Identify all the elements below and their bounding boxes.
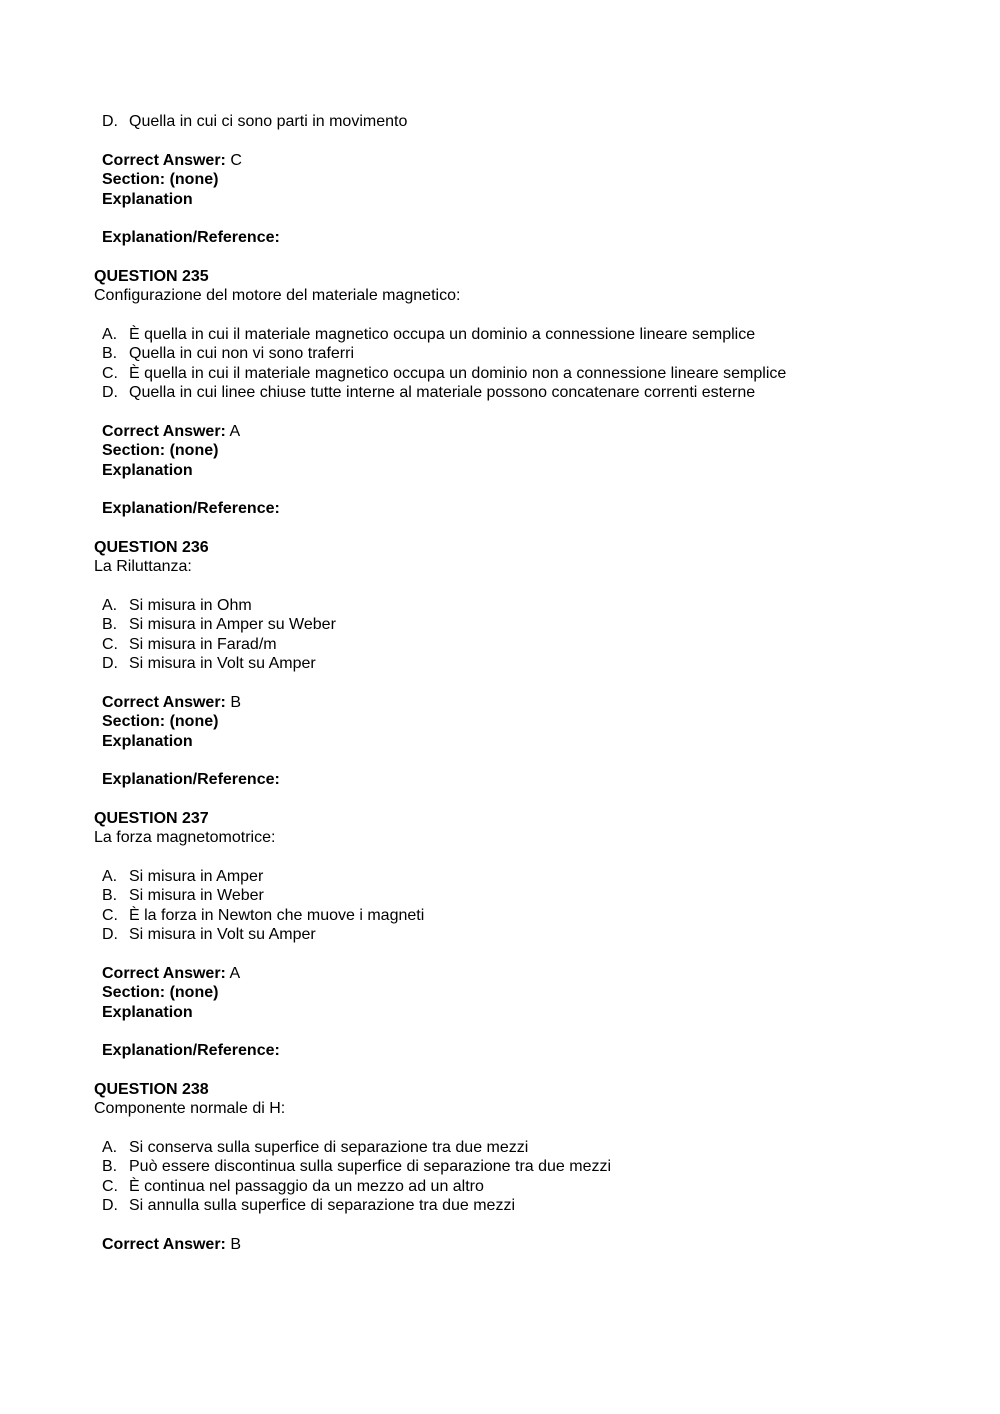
option-text: Si misura in Amper su Weber [129, 616, 336, 633]
option-text: Si misura in Ohm [129, 596, 252, 614]
answer-option [94, 886, 954, 906]
correct-answer-value: B [230, 693, 242, 711]
option-text: È quella in cui il materiale magnetico occupa un dominio non a connessione lineare semplice [129, 364, 787, 382]
answer-option [94, 344, 954, 364]
option-text: Si conserva sulla superfice di separazione tra due mezzi [129, 1138, 529, 1156]
answer-option [94, 112, 954, 132]
section-line: Section: (none) [102, 713, 219, 730]
answer-option [94, 925, 954, 945]
correct-answer-label: Correct Answer: [102, 422, 226, 440]
correct-answer [94, 422, 954, 442]
question-title: QUESTION 235 [94, 267, 209, 285]
option-text: Si misura in Weber [129, 887, 264, 904]
section-line: Section: (none) [102, 171, 219, 188]
question-title: QUESTION 237 [94, 809, 209, 827]
option-letter: B. [102, 616, 118, 633]
option-text: È quella in cui il materiale magnetico occupa un dominio a connessione lineare semplice [129, 325, 756, 343]
option-letter: B. [102, 1158, 118, 1175]
question-text: Componente normale di H: [94, 1100, 286, 1117]
answer-option [94, 325, 954, 345]
explanation-reference: Explanation/Reference: [102, 229, 280, 246]
option-letter: D. [102, 926, 118, 943]
answer-option [94, 635, 954, 655]
option-letter: B. [102, 887, 118, 904]
option-letter: C. [102, 1177, 118, 1195]
answer-option [94, 1177, 954, 1197]
correct-answer-label: Correct Answer: [102, 151, 226, 169]
explanation-heading: Explanation [102, 461, 193, 479]
option-text: È continua nel passaggio da un mezzo ad un altro [129, 1177, 484, 1195]
option-letter: C. [102, 906, 118, 924]
option-text: Si misura in Volt su Amper [129, 655, 316, 672]
option-text: Si misura in Amper [129, 867, 264, 885]
correct-answer-value: C [230, 151, 242, 169]
option-text: Quella in cui non vi sono traferri [129, 345, 354, 362]
answer-option [94, 867, 954, 887]
question-title: QUESTION 238 [94, 1080, 209, 1098]
section-line: Section: (none) [102, 984, 219, 1001]
section-line: Section: (none) [102, 442, 219, 459]
option-text: Si misura in Farad/m [129, 635, 277, 653]
question-block [94, 809, 954, 1080]
option-text: Si annulla sulla superfice di separazione tra due mezzi [129, 1197, 515, 1214]
explanation-reference: Explanation/Reference: [102, 500, 280, 517]
option-letter: D. [102, 1197, 118, 1214]
explanation-reference: Explanation/Reference: [102, 1042, 280, 1059]
answer-option [94, 383, 954, 403]
answer-option [94, 654, 954, 674]
answer-option [94, 364, 954, 384]
option-letter: D. [102, 113, 118, 130]
answer-option [94, 596, 954, 616]
document-page [94, 112, 954, 1254]
option-text: Quella in cui ci sono parti in movimento [129, 113, 408, 130]
answer-option [94, 615, 954, 635]
explanation-heading: Explanation [102, 1003, 193, 1021]
correct-answer-label: Correct Answer: [102, 1235, 226, 1253]
question-block [94, 538, 954, 809]
correct-answer [94, 151, 954, 171]
option-letter: D. [102, 384, 118, 401]
option-letter: C. [102, 364, 118, 382]
option-text: È la forza in Newton che muove i magneti [129, 906, 425, 924]
question-block [94, 267, 954, 538]
correct-answer [94, 964, 954, 984]
correct-answer-label: Correct Answer: [102, 693, 226, 711]
correct-answer-value: A [229, 964, 241, 982]
option-letter: A. [102, 596, 118, 614]
answer-option [94, 1196, 954, 1216]
question-text: La forza magnetomotrice: [94, 829, 276, 846]
option-text: Quella in cui linee chiuse tutte interne al materiale possono concatenare correnti esterne [129, 384, 756, 401]
answer-option [94, 1157, 954, 1177]
correct-answer-value: A [229, 422, 241, 440]
answer-option [94, 906, 954, 926]
previous-question-tail [94, 112, 954, 267]
question-text: Configurazione del motore del materiale magnetico: [94, 287, 461, 304]
answer-option [94, 1138, 954, 1158]
question-text: La Riluttanza: [94, 558, 192, 575]
correct-answer-value: B [230, 1235, 242, 1253]
option-letter: A. [102, 1138, 118, 1156]
option-letter: B. [102, 345, 118, 362]
explanation-reference: Explanation/Reference: [102, 771, 280, 788]
correct-answer-label: Correct Answer: [102, 964, 226, 982]
option-text: Può essere discontinua sulla superfice di separazione tra due mezzi [129, 1158, 612, 1175]
explanation-heading: Explanation [102, 190, 193, 208]
option-text: Si misura in Volt su Amper [129, 926, 316, 943]
option-letter: A. [102, 867, 118, 885]
option-letter: A. [102, 325, 118, 343]
correct-answer [94, 693, 954, 713]
option-letter: C. [102, 635, 118, 653]
option-letter: D. [102, 655, 118, 672]
question-block [94, 1080, 954, 1255]
explanation-heading: Explanation [102, 732, 193, 750]
question-title: QUESTION 236 [94, 538, 209, 556]
correct-answer [94, 1235, 954, 1255]
